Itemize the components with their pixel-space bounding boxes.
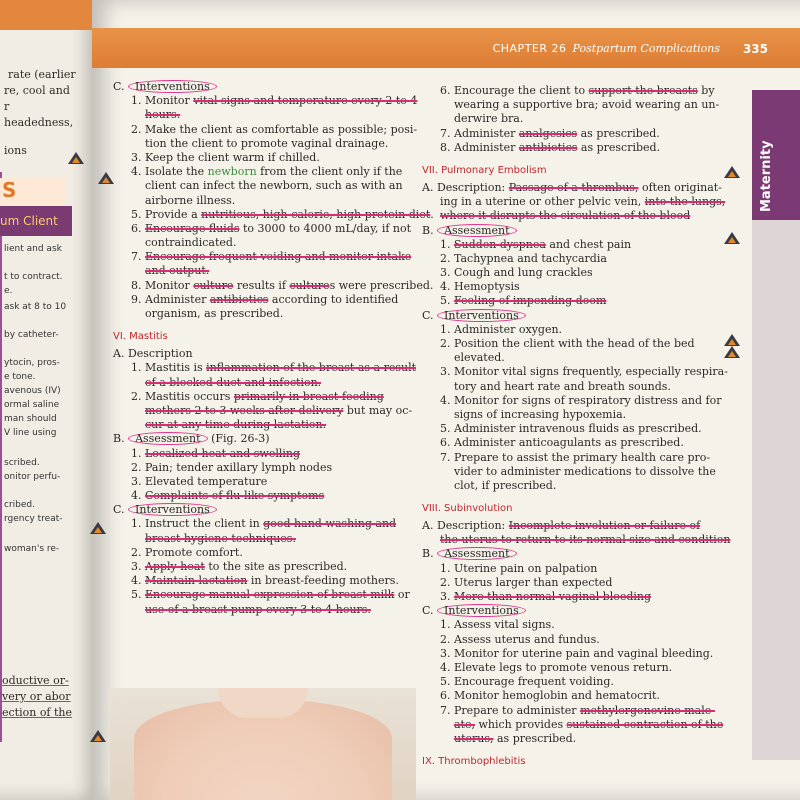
list-item: 2. Tachypnea and tachycardia bbox=[440, 251, 607, 265]
list-item-continued: breast hygiene techniques. bbox=[145, 531, 296, 545]
subsection-heading bbox=[422, 519, 722, 533]
circled-heading: Assessment bbox=[437, 224, 516, 237]
list-item-continued: hours. bbox=[145, 108, 181, 122]
list-item: 9. Administer antibiotics according to identified bbox=[131, 292, 399, 306]
left-box-text: ask at 8 to 10 bbox=[4, 302, 67, 312]
list-number: 2. bbox=[131, 122, 142, 136]
list-number: 1. bbox=[440, 561, 451, 575]
list-item: 1. Instruct the client in good hand-washing and bbox=[131, 517, 397, 531]
list-item: 3. More than normal vaginal bleeding bbox=[440, 590, 652, 603]
list-number: 1. bbox=[131, 94, 142, 108]
left-page-text: headedness, bbox=[4, 116, 74, 129]
list-item: 4. Elevate legs to promote venous return. bbox=[440, 660, 673, 674]
list-number: 2. bbox=[440, 575, 451, 589]
list-number: 8. bbox=[440, 140, 451, 154]
list-item: 5. Provide a nutritious, high-calorie, high-protein diet bbox=[131, 207, 431, 221]
column-right bbox=[422, 84, 731, 772]
list-item: 5. Administer intravenous fluids as prescribed. bbox=[440, 422, 702, 436]
list-item-continued: signs of increasing hypoxemia. bbox=[454, 407, 627, 421]
section-tab-label: Maternity bbox=[759, 140, 774, 212]
circled-heading: Assessment bbox=[437, 547, 516, 560]
subsection-heading bbox=[422, 547, 722, 561]
left-box-text: V line using bbox=[4, 428, 57, 438]
left-page-text: rate (earlier bbox=[8, 68, 76, 81]
subsection-heading bbox=[422, 309, 722, 323]
list-number: 3. bbox=[440, 266, 451, 280]
subsection-letter: A. bbox=[422, 180, 437, 194]
list-number: 7. bbox=[440, 126, 451, 140]
list-number: 5. bbox=[440, 422, 451, 436]
section-heading: VIII. Subinvolution bbox=[422, 503, 513, 515]
subsection-heading bbox=[113, 503, 403, 517]
list-number: 7. bbox=[440, 450, 451, 464]
list-number: 3. bbox=[440, 590, 451, 603]
list-item: 6. Encourage fluids to 3000 to 4000 mL/day, if not bbox=[131, 221, 412, 235]
list-number: 5. bbox=[440, 294, 451, 308]
tab-strip bbox=[752, 220, 800, 760]
list-item: 3. Monitor vital signs frequently, especially respira- bbox=[440, 365, 728, 379]
chapter-number: CHAPTER 26 bbox=[492, 42, 567, 55]
list-item: 8. Monitor culture results if cultures were prescribed. bbox=[131, 278, 434, 292]
list-number: 3. bbox=[440, 365, 451, 379]
subsection-heading bbox=[422, 604, 722, 618]
list-number: 9. bbox=[131, 292, 142, 306]
list-item: 6. Administer anticoagulants as prescribed. bbox=[440, 436, 684, 450]
list-item: 3. Apply heat to the site as prescribed. bbox=[131, 560, 348, 573]
list-item-continued: derwire bra. bbox=[454, 112, 524, 126]
list-number: 4. bbox=[131, 165, 142, 179]
list-item: 4. Hemoptysis bbox=[440, 280, 520, 294]
list-item: 4. Complaints of flu-like symptoms bbox=[131, 489, 325, 503]
left-box-text: e. bbox=[4, 286, 13, 296]
list-item: 7. Encourage frequent voiding and monitor intake bbox=[131, 250, 412, 264]
list-number: 2. bbox=[131, 545, 142, 559]
left-page-text: oductive or- bbox=[2, 674, 69, 687]
list-item: 2. Make the client as comfortable as possible; posi- bbox=[131, 122, 418, 136]
subsection-letter: C. bbox=[422, 308, 438, 322]
subsection-letter: B. bbox=[422, 223, 438, 237]
list-item: 4. Isolate the newborn from the client only if the bbox=[131, 165, 403, 179]
priority-triangle-icon bbox=[90, 730, 106, 742]
left-page-text: very or abor bbox=[2, 690, 71, 703]
list-number: 1. bbox=[131, 446, 142, 460]
chapter-heading bbox=[493, 42, 720, 55]
left-page-text: r bbox=[4, 100, 10, 113]
list-number: 1. bbox=[440, 237, 451, 251]
section-heading: VII. Pulmonary Embolism bbox=[422, 164, 547, 176]
list-number: 2. bbox=[440, 337, 451, 350]
list-number: 1. bbox=[440, 618, 451, 632]
list-item: 3. Keep the client warm if chilled. bbox=[131, 150, 320, 164]
left-box-text: ormal saline bbox=[4, 400, 60, 410]
list-number: 6. bbox=[131, 221, 142, 235]
list-item-continued: organism, as prescribed. bbox=[145, 307, 284, 320]
list-item-continued: vider to administer medications to dissolve the bbox=[454, 464, 716, 478]
list-item: 2. Assess uterus and fundus. bbox=[440, 632, 600, 646]
list-number: 6. bbox=[440, 689, 451, 703]
priority-triangle-icon bbox=[724, 166, 740, 178]
list-item-continued: and output. bbox=[145, 264, 210, 278]
list-number: 2. bbox=[131, 460, 142, 474]
list-item: 1. Uterine pain on palpation bbox=[440, 561, 598, 575]
subsection-letter: B. bbox=[422, 547, 438, 561]
chapter-title: Postpartum Complications bbox=[572, 42, 720, 55]
list-item: 6. Encourage the client to support the breasts by bbox=[440, 84, 715, 97]
list-item: 1. Assess vital signs. bbox=[440, 618, 555, 632]
list-item-continued: of a blocked duct and infection. bbox=[145, 375, 322, 389]
section-tab bbox=[752, 90, 800, 220]
left-page-header-band bbox=[0, 0, 98, 30]
list-number: 3. bbox=[440, 646, 451, 660]
list-number: 4. bbox=[440, 393, 451, 407]
subsection-heading bbox=[113, 347, 403, 361]
list-item-continued: the uterus to return to its normal size and condition bbox=[440, 533, 731, 547]
subsection-letter: A. bbox=[113, 347, 128, 361]
page-number: 335 bbox=[742, 42, 768, 56]
left-box-text: woman's re- bbox=[4, 544, 60, 554]
list-item: 5. Encourage frequent voiding. bbox=[440, 675, 614, 689]
list-item: 1. Mastitis is inflammation of the breast as a result bbox=[131, 361, 417, 375]
list-number: 1. bbox=[131, 361, 142, 375]
left-page-text: re, cool and bbox=[4, 84, 70, 97]
subsection-letter: C. bbox=[422, 604, 438, 618]
list-item: 6. Monitor hemoglobin and hematocrit. bbox=[440, 689, 660, 703]
circled-heading: Interventions bbox=[437, 309, 526, 322]
list-item-continued: airborne illness. bbox=[145, 193, 236, 207]
list-item-continued: mothers 2 to 3 weeks after delivery but may oc- bbox=[145, 403, 413, 417]
section-heading: VI. Mastitis bbox=[113, 331, 168, 343]
subsection-text: Description: Incomplete involution or failure of bbox=[436, 519, 701, 533]
list-item-continued: ate, which provides sustained contraction of the bbox=[454, 717, 724, 731]
list-number: 5. bbox=[440, 675, 451, 689]
left-page-text: ions bbox=[4, 144, 27, 157]
circled-heading: Interventions bbox=[128, 503, 217, 516]
list-item: 3. Elevated temperature bbox=[131, 474, 268, 488]
circled-heading: Interventions bbox=[437, 604, 526, 617]
list-number: 3. bbox=[131, 150, 142, 164]
list-item-continued: tion the client to promote vaginal drainage. bbox=[145, 136, 389, 150]
list-item-continued: cur at any time during lactation. bbox=[145, 418, 327, 432]
list-number: 8. bbox=[131, 278, 142, 292]
list-item: 5. Encourage manual expression of breast milk or bbox=[131, 588, 410, 602]
list-item-continued: elevated. bbox=[454, 351, 505, 365]
subsection-letter: C. bbox=[113, 80, 129, 93]
left-box-text: t to contract. bbox=[4, 272, 63, 282]
left-box-text: cribed. bbox=[4, 500, 35, 510]
list-number: 2. bbox=[131, 389, 142, 403]
list-item: 5. Feeling of impending doom bbox=[440, 294, 607, 308]
list-item-continued: client can infect the newborn, such as with an bbox=[145, 179, 403, 193]
list-number: 3. bbox=[131, 474, 142, 488]
list-item: 1. Administer oxygen. bbox=[440, 322, 563, 336]
list-number: 4. bbox=[440, 660, 451, 674]
priority-triangle-icon bbox=[98, 172, 114, 184]
list-item: 3. Cough and lung crackles bbox=[440, 266, 593, 280]
list-number: 7. bbox=[131, 250, 142, 264]
left-page-text: ection of the bbox=[2, 706, 73, 719]
list-item-continued: clot, if prescribed. bbox=[454, 478, 557, 492]
list-number: 1. bbox=[440, 322, 451, 336]
list-item: 4. Monitor for signs of respiratory distress and for bbox=[440, 393, 722, 407]
priority-triangle-icon bbox=[68, 152, 84, 164]
list-item-continued: contraindicated. bbox=[145, 236, 237, 250]
left-box-text: scribed. bbox=[4, 458, 40, 468]
list-item: 7. Prepare to administer methylergonovine male- bbox=[440, 703, 715, 717]
left-box-letter: S bbox=[0, 178, 66, 206]
list-item: 3. Monitor for uterine pain and vaginal bleeding. bbox=[440, 646, 714, 660]
priority-triangle-icon bbox=[724, 334, 740, 346]
list-item: 7. Prepare to assist the primary health care pro- bbox=[440, 450, 711, 464]
list-number: 5. bbox=[131, 588, 142, 602]
list-item: 4. Maintain lactation in breast-feeding mothers. bbox=[131, 574, 399, 588]
left-box-text: lient and ask bbox=[4, 244, 62, 254]
subsection-heading bbox=[113, 432, 403, 446]
left-box-text: onitor perfu- bbox=[4, 472, 61, 482]
column-left bbox=[113, 80, 434, 617]
priority-triangle-icon bbox=[724, 232, 740, 244]
circled-heading: Assessment bbox=[128, 432, 207, 445]
list-number: 5. bbox=[131, 207, 142, 221]
list-item: 2. Uterus larger than expected bbox=[440, 575, 613, 589]
subsection-letter: B. bbox=[113, 432, 129, 446]
priority-triangle-icon bbox=[724, 346, 740, 358]
subsection-letter: C. bbox=[113, 503, 129, 517]
list-item-continued: use of a breast pump every 3 to 4 hours. bbox=[145, 602, 371, 616]
list-number: 3. bbox=[131, 560, 142, 573]
subsection-heading bbox=[113, 80, 403, 94]
list-number: 6. bbox=[440, 436, 451, 450]
circled-heading: Interventions bbox=[128, 80, 217, 93]
list-number: 2. bbox=[440, 632, 451, 646]
section-heading: IX. Thrombophlebitis bbox=[422, 756, 526, 768]
left-page bbox=[0, 0, 98, 800]
list-item-continued: ing in a uterine or other pelvic vein, into the lungs, bbox=[440, 195, 726, 209]
list-number: 4. bbox=[131, 574, 142, 588]
list-item: 2. Promote comfort. bbox=[131, 545, 243, 559]
left-box-text: ytocin, pros- bbox=[4, 358, 60, 368]
subsection-heading bbox=[422, 181, 722, 195]
list-item: 8. Administer antibiotics as prescribed. bbox=[440, 140, 661, 154]
left-box-bar: um Client bbox=[0, 206, 72, 236]
list-item: 2. Pain; tender axillary lymph nodes bbox=[131, 460, 333, 474]
subsection-text: Description bbox=[127, 347, 193, 361]
list-number: 7. bbox=[440, 703, 451, 717]
left-box-text: by catheter- bbox=[4, 330, 59, 340]
list-number: 4. bbox=[440, 280, 451, 294]
left-box-text: rgency treat- bbox=[4, 514, 63, 524]
subsection-text: (Fig. 26-3) bbox=[211, 432, 270, 446]
list-item-continued: where it disrupts the circulation of the blood bbox=[440, 209, 691, 223]
list-item: 2. Mastitis occurs primarily in breast-feeding bbox=[131, 389, 384, 403]
subsection-letter: A. bbox=[422, 519, 437, 533]
left-box-text: man should bbox=[4, 414, 57, 424]
list-item: 1. Localized heat and swelling bbox=[131, 446, 301, 460]
left-box-text: avenous (IV) bbox=[4, 386, 61, 396]
subsection-text: Description: Passage of a thrombus, often originat- bbox=[436, 180, 722, 194]
subsection-heading bbox=[422, 224, 722, 238]
list-item: 1. Sudden dyspnea and chest pain bbox=[440, 237, 632, 251]
list-number: 1. bbox=[131, 517, 142, 531]
left-page-box bbox=[0, 172, 60, 742]
list-number: 4. bbox=[131, 489, 142, 503]
list-item: 7. Administer analgesics as prescribed. bbox=[440, 126, 660, 140]
list-item: 1. Monitor vital signs and temperature every 2 to 4 bbox=[131, 94, 418, 108]
list-item: 2. Position the client with the head of the bed bbox=[440, 337, 695, 350]
list-number: 2. bbox=[440, 251, 451, 265]
list-item-continued: wearing a supportive bra; avoid wearing an un- bbox=[454, 98, 720, 112]
left-box-text: e tone. bbox=[4, 372, 36, 382]
list-number: 6. bbox=[440, 84, 451, 97]
list-item-continued: uterus, as prescribed. bbox=[454, 731, 577, 745]
priority-triangle-icon bbox=[90, 522, 106, 534]
list-item-continued: tory and heart rate and breath sounds. bbox=[454, 379, 671, 393]
